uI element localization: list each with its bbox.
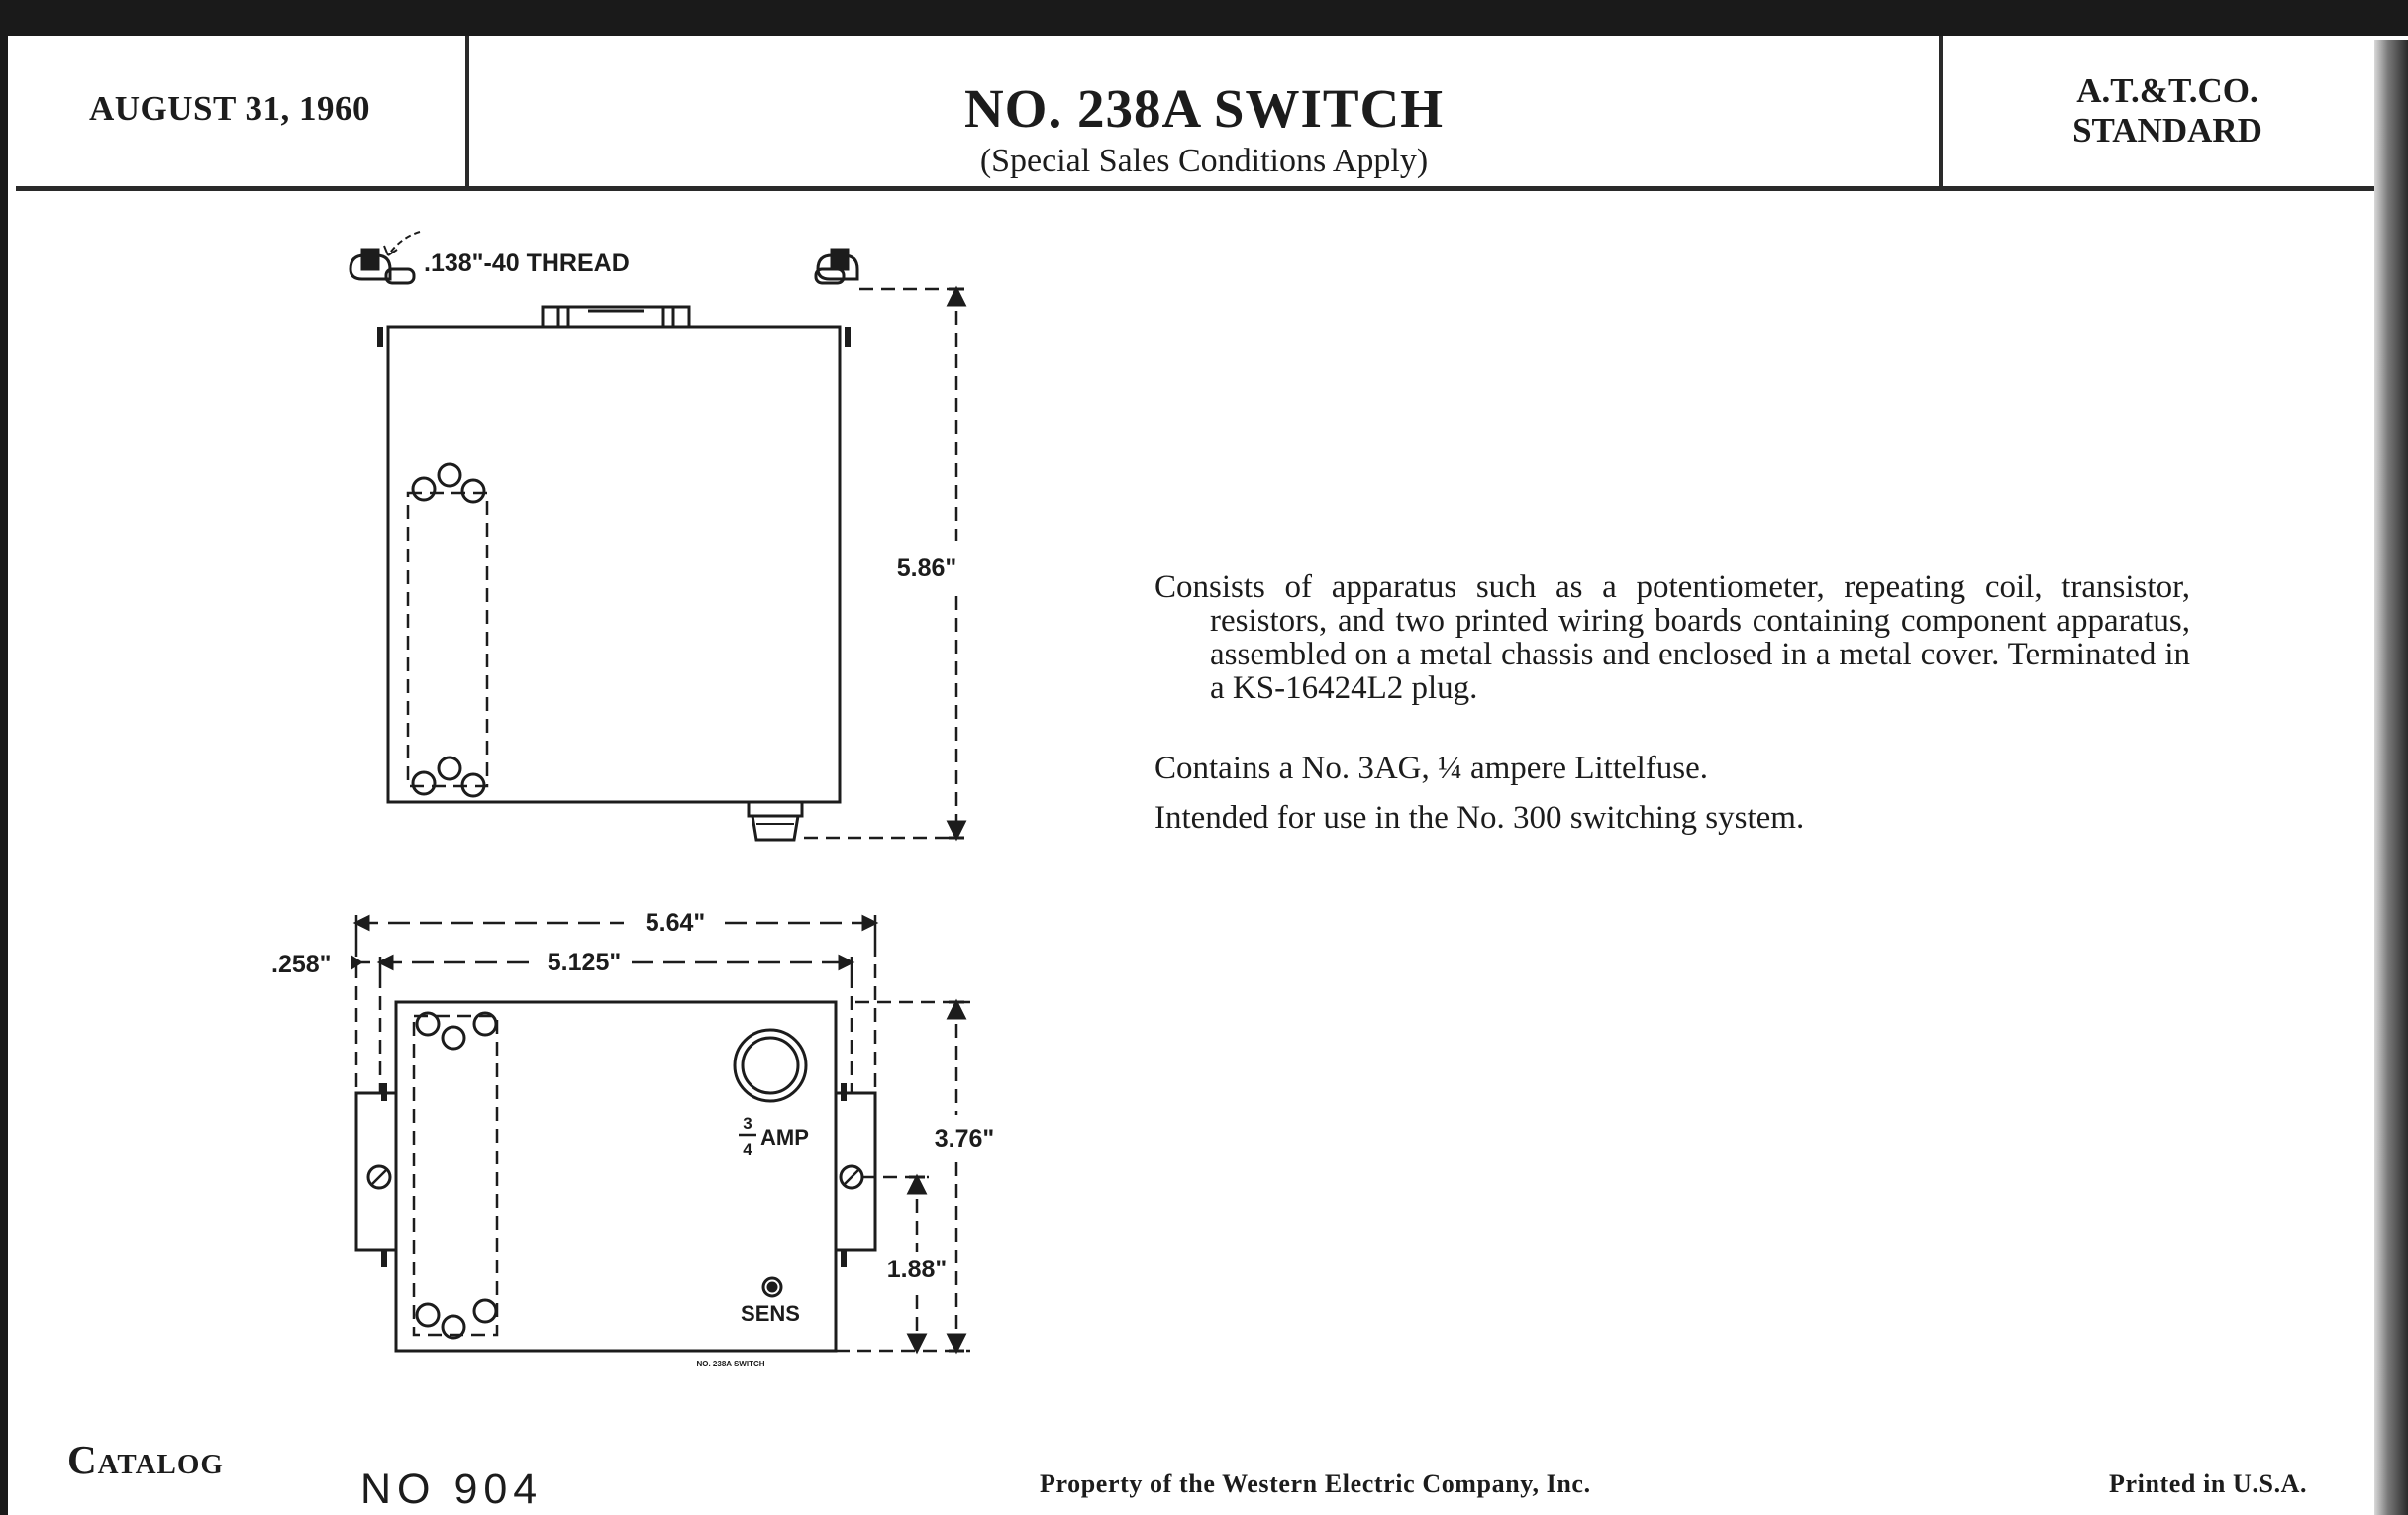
board-outline [408,493,487,786]
inner-width-label: 5.125" [547,949,622,976]
left-mounting-screw [351,250,414,283]
page-title: NO. 238A SWITCH [963,78,1445,139]
depth-label: 3.76" [934,1125,995,1153]
half-depth-label: 1.88" [886,1256,948,1283]
issue-date: AUGUST 31, 1960 [89,89,370,128]
offset-dimension [352,958,370,967]
connector-plug [749,802,802,840]
fuse-fraction-denominator: 4 [743,1140,752,1159]
scan-edge [2374,40,2408,1515]
fuse-holder [735,1030,806,1101]
thread-label: .138"-40 THREAD [424,250,630,277]
standard-label: STANDARD [2072,111,2262,150]
top-handle [543,307,689,327]
top-view [351,232,964,840]
right-mounting-screw [816,250,857,283]
bottom-holes-top [417,1013,496,1049]
fuse-note: Contains a No. 3AG, ¼ ampere Littelfuse. [1154,751,1709,786]
top-view-body [388,327,840,802]
fuse-amp-label: AMP [760,1125,809,1150]
height-dim-label: 5.86" [896,555,957,582]
overall-width-dimension [356,915,875,943]
standard-org: A.T.&T.CO. [2076,71,2258,110]
left-bracket [356,1083,396,1267]
property-notice: Property of the Western Electric Company, Inc. [1040,1469,1591,1498]
catalog-number: NO 904 [360,1465,544,1513]
description-paragraph: Consists of apparatus such as a potentiometer, repeating coil, transistor, resistors, and two printed wiring boards containing component apparatus, assembled on a metal chassis and enclosed in a metal cover. Terminated in a KS-16424L2 plug. [1154,569,2190,706]
fuse-fraction-numerator: 3 [743,1114,752,1133]
page-subtitle: (Special Sales Conditions Apply) [979,143,1429,179]
bottom-board-outline [414,1016,497,1335]
overall-width-label: 5.64" [645,909,706,937]
board-holes-bottom [413,758,484,796]
right-bracket [836,1083,875,1267]
bottom-holes-bottom [417,1300,496,1338]
catalog-sheet [8,36,2408,1515]
bottom-view [352,915,970,1351]
nameplate-label: NO. 238A SWITCH [696,1360,765,1368]
offset-label: .258" [271,951,332,978]
depth-dimension [836,1002,970,1351]
sens-label: SENS [741,1301,800,1326]
board-holes-top [413,464,484,502]
bottom-view-body [396,1002,836,1351]
sens-control [763,1278,781,1296]
printed-notice: Printed in U.S.A. [2109,1469,2308,1498]
usage-note: Intended for use in the No. 300 switching system. [1154,800,1805,836]
catalog-label: Catalog [67,1437,224,1482]
